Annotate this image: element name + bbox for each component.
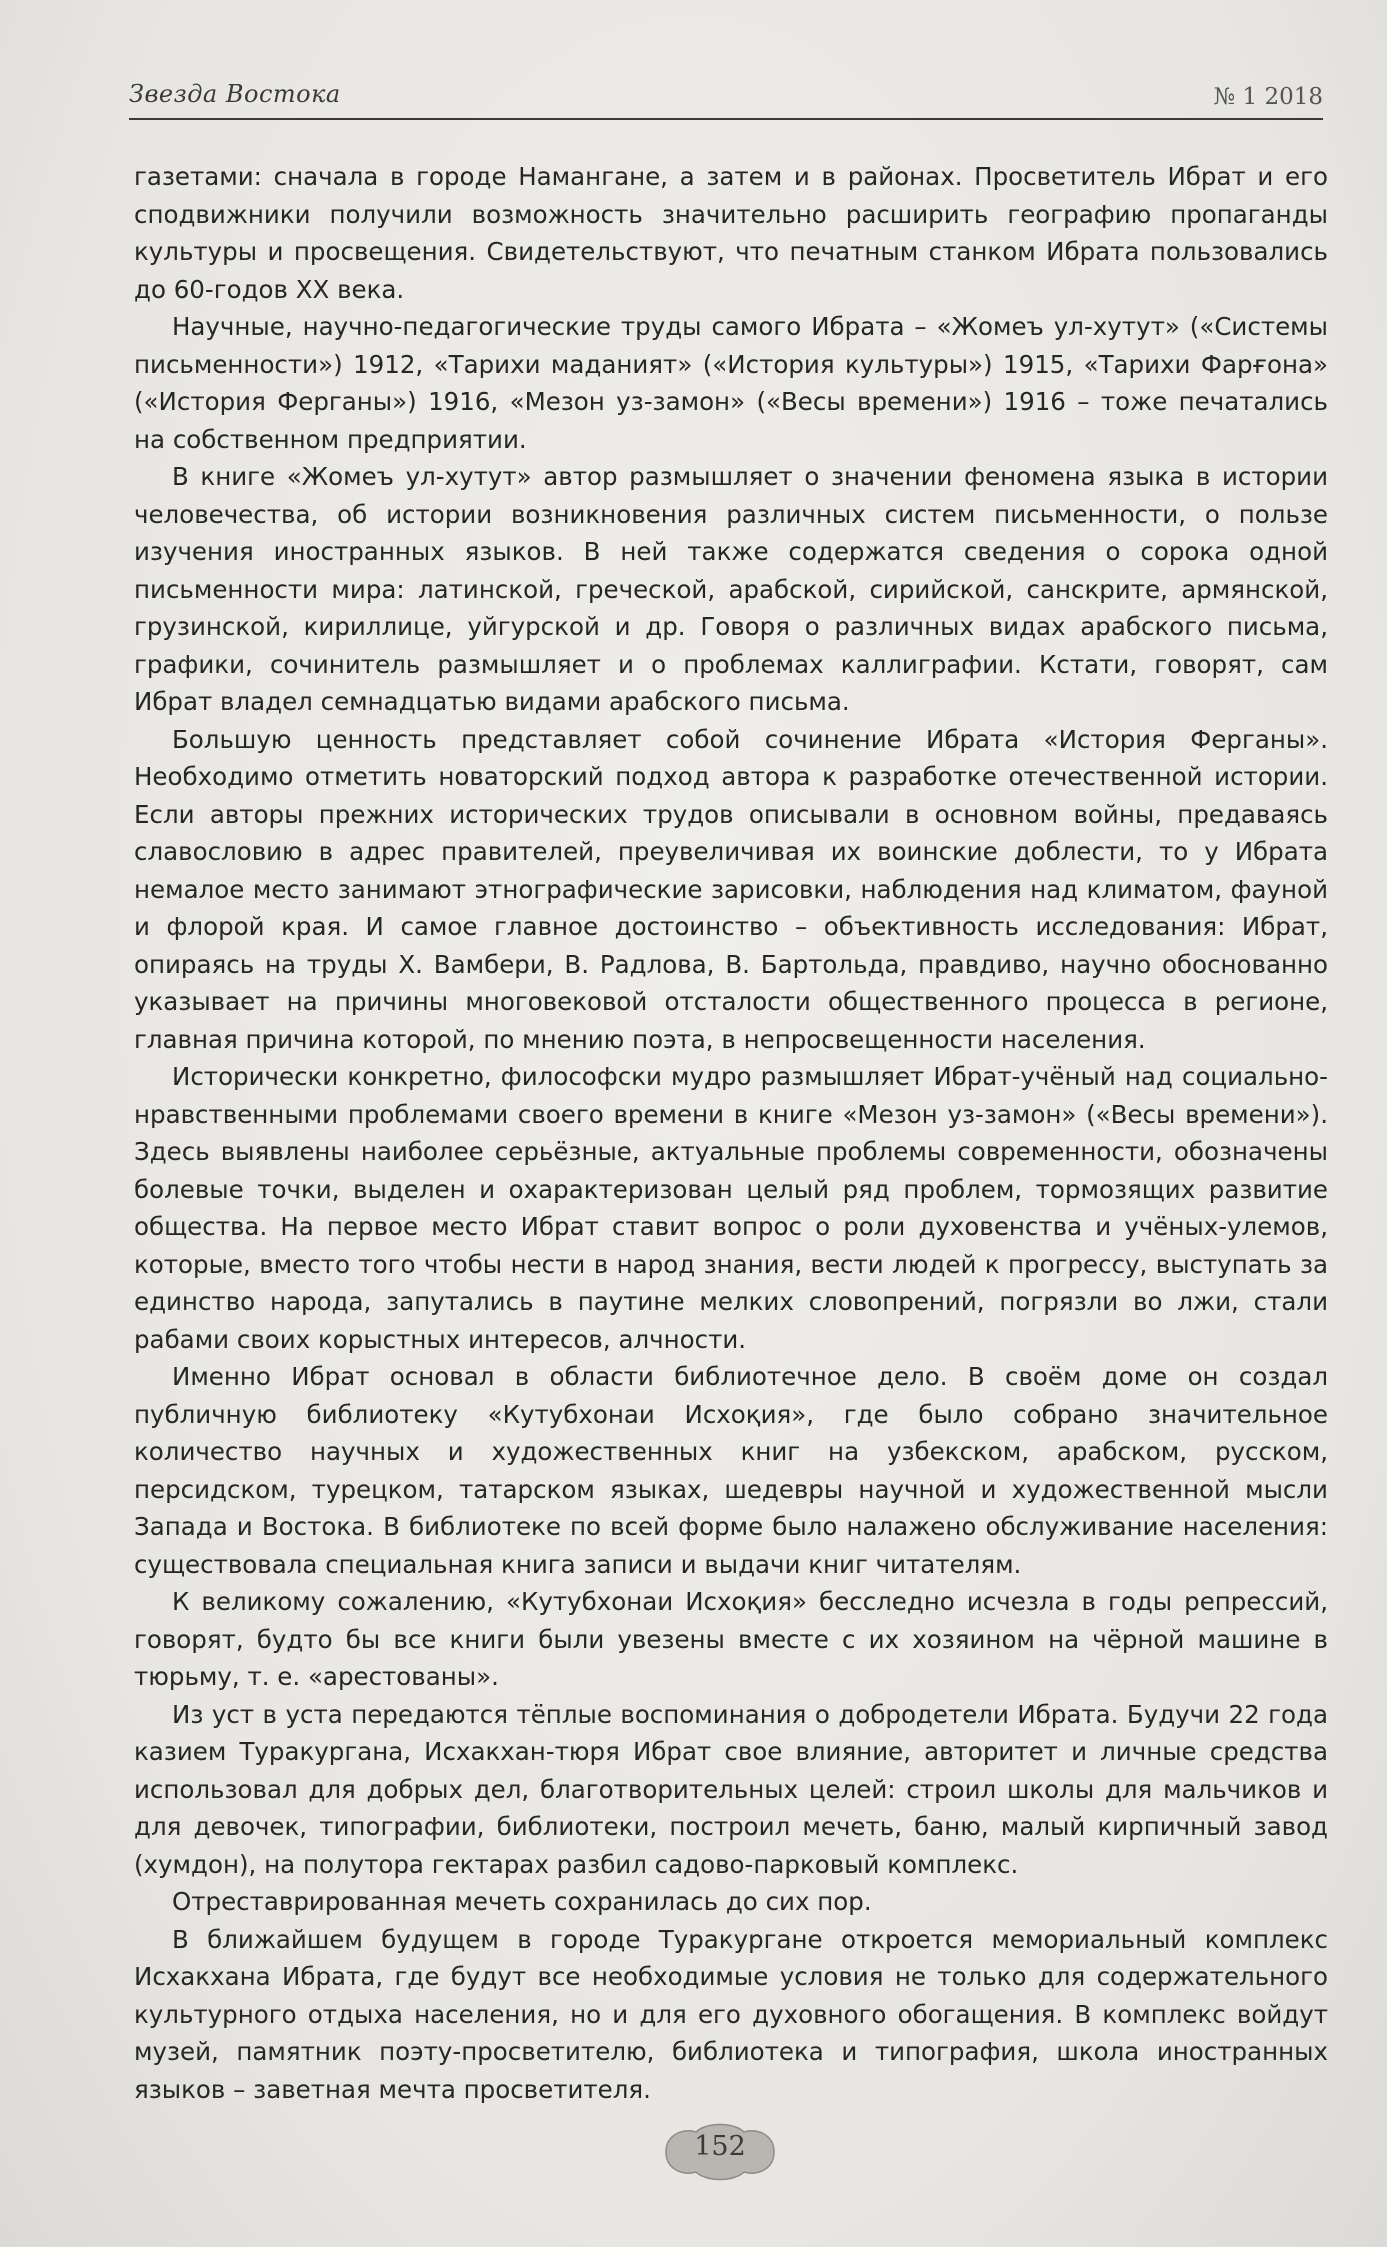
article-body (134, 158, 1328, 2108)
paragraph-3: В книге «Жомеъ ул-хутут» автор размышляет о значении феномена языка в истории человечества, об истории возникновения различных систем письменности, о пользе изучения иностранных языков. В ней также содержатся сведения о сорока одной письменности мира: латинской, греческой, арабской, сирийской, санскрите, армянской, грузинской, кириллице, уйгурской и др. Говоря о различных видах арабского письма, графики, сочинитель размышляет и о проблемах каллиграфии. Кстати, говорят, сам Ибрат владел семнадцатью видами арабского письма. (134, 462, 1328, 716)
page-number-badge (652, 2118, 788, 2186)
paragraph-7: К великому сожалению, «Кутубхонаи Исхоқия» бесследно исчезла в годы репрессий, говорят, будто бы все книги были увезены вместе с их хозяином на чёрной машине в тюрьму, т. е. «арестованы». (134, 1587, 1328, 1691)
paragraph-8: Из уст в уста передаются тёплые воспоминания о добродетели Ибрата. Будучи 22 года казием Туракургана, Исхакхан-тюря Ибрат свое влияние, авторитет и личные средства использовал для добрых дел, благотворительных целей: строил школы для мальчиков и для девочек, типографии, библиотеки, построил мечеть, баню, малый кирпичный завод (хумдон), на полутора гектарах разбил садово-парковый комплекс. (134, 1699, 1328, 1879)
paragraph-2: Научные, научно-педагогические труды самого Ибрата – «Жомеъ ул-хутут» («Системы письменности») 1912, «Тарихи маданият» («История культуры») 1915, «Тарихи Фарғона» («История Ферганы») 1916, «Мезон уз-замон» («Весы времени») 1916 – тоже печатались на собственном предприятии. (134, 312, 1328, 454)
paragraph-10: В ближайшем будущем в городе Туракургане откроется мемориальный комплекс Исхакхана Ибрата, где будут все необходимые условия не только для содержательного культурного отдыха населения, но и для его духовного обогащения. В комплекс войдут музей, памятник поэту-просветителю, библиотека и типография, школа иностранных языков – заветная мечта просветителя. (134, 1924, 1328, 2104)
paragraph-5: Исторически конкретно, философски мудро размышляет Ибрат-учёный над социально-нравственными проблемами своего времени в книге «Мезон уз-замон» («Весы времени»). Здесь выявлены наиболее серьёзные, актуальные проблемы современности, обозначены болевые точки, выделен и охарактеризован целый ряд проблем, тормозящих развитие общества. На первое место Ибрат ставит вопрос о роли духовенства и учёных-улемов, которые, вместо того чтобы нести в народ знания, вести людей к прогрессу, выступать за единство народа, запутались в паутине мелких словопрений, погрязли во лжи, стали рабами своих корыстных интересов, алчности. (134, 1062, 1328, 1354)
page-number: 152 (694, 2131, 746, 2162)
paragraph-6: Именно Ибрат основал в области библиотечное дело. В своём доме он создал публичную библиотеку «Кутубхонаи Исхоқия», где было собрано значительное количество научных и художественных книг на узбекском, арабском, русском, персидском, турецком, татарском языках, шедевры научной и художественной мысли Запада и Востока. В библиотеке по всей форме было налажено обслуживание населения: существовала специальная книга записи и выдачи книг читателям. (134, 1362, 1328, 1579)
journal-title: Звезда Востока (129, 80, 341, 108)
paragraph-1: газетами: сначала в городе Намангане, а затем и в районах. Просветитель Ибрат и его сподвижники получили возможность значительно расширить географию пропаганды культуры и просвещения. Свидетельствуют, что печатным станком Ибрата пользовались до 60-годов XX века. (134, 162, 1328, 304)
paragraph-4: Большую ценность представляет собой сочинение Ибрата «История Ферганы». Необходимо отметить новаторский подход автора к разработке отечественной истории. Если авторы прежних исторических трудов описывали в основном войны, предаваясь славословию в адрес правителей, преувеличивая их воинские доблести, то у Ибрата немалое место занимают этнографические зарисовки, наблюдения над климатом, фауной и флорой края. И самое главное достоинство – объективность исследования: Ибрат, опираясь на труды Х. Вамбери, В. Радлова, В. Бартольда, правдиво, научно обоснованно указывает на причины многовековой отсталости общественного процесса в регионе, главная причина которой, по мнению поэта, в непросвещенности населения. (134, 724, 1328, 1054)
paragraph-9: Отреставрированная мечеть сохранилась до сих пор. (172, 1887, 872, 1916)
issue-number: № 1 2018 (1213, 84, 1323, 110)
running-header (129, 78, 1323, 120)
